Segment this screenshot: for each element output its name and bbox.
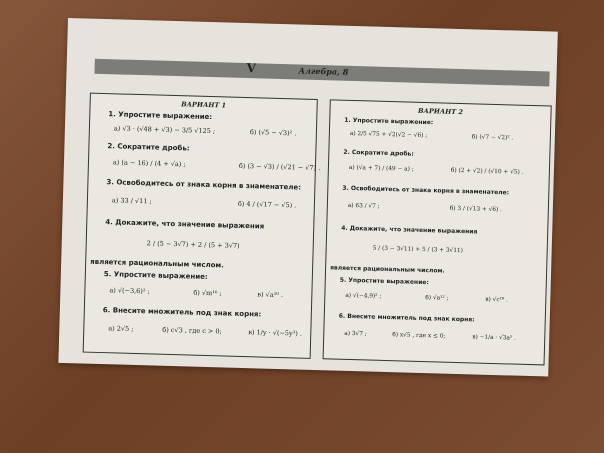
v1-task5-label: 5. Упростите выражение: [103,270,208,281]
v2-task4-label: 4. Докажите, что значение выражения [341,224,478,236]
v1-task3-b: б) 4 / (√17 − √5) . [237,199,297,210]
v1-task4-label: 4. Докажите, что значение выражения [105,218,265,231]
v2-task5-b: б) √a¹² ; [425,295,449,302]
v2-task3-b: б) 3 / (√13 + √6) . [449,205,503,214]
v2-task5-label: 5. Упростите выражение: [339,276,429,287]
v2-task4-expr: 5 / (3 − 3√11) + 5 / (3 + 3√11) [372,245,463,255]
v1-task6-b: б) c√3 , где c > 0; [162,325,222,336]
header-check-mark: V [246,61,257,76]
v2-task3-a: а) 63 / √7 ; [347,202,380,210]
v2-task4-tail: является рациональным числом. [330,264,445,275]
v1-task1-b: б) (√5 − √3)² . [249,128,297,138]
v2-task2-a: а) (√a + 7) / (49 − a) ; [348,164,414,173]
v2-task2-label: 2. Сократите дробь: [343,148,414,158]
variant-2-box [323,99,552,365]
v2-task5-a: а) √(−4,9)² ; [345,292,382,300]
v2-task5-c: в) √c¹⁸ . [485,296,509,304]
v1-task6-label: 6. Внесите множитель под знак корня: [102,306,262,319]
v2-task1-a: а) 2/5 √75 + √2(√2 − √6) ; [349,130,428,140]
v1-task3-a: а) 33 / √11 ; [111,196,152,206]
v1-task3-label: 3. Освободитесь от знака корня в знаменателе: [106,178,302,192]
v1-task2-a: а) (a − 16) / (4 + √a) ; [112,158,186,169]
variant-1-box [83,93,321,359]
v2-task1-b: б) (√7 − √2)² . [471,134,514,142]
v2-task2-b: б) (2 + √2) / (√10 + √5) . [450,167,524,176]
v2-task6-label: 6. Внесите множитель под знак корня: [338,312,475,324]
v2-task6-a: а) 3√7 ; [344,330,367,338]
v1-task5-b: б) √m¹⁶ ; [193,288,222,298]
v1-task4-tail: является рациональным числом. [90,257,224,270]
v2-task6-b: б) x√5 , где x ≤ 0; [392,332,446,340]
v1-task6-c: в) 1/y · √(−5y³) . [248,328,303,338]
v1-task2-b: б) (3 − √3) / (√21 − √7) . [238,161,321,173]
v2-task1-label: 1. Упростите выражение: [344,116,434,127]
v1-task5-a: а) √(−3,6)² ; [109,286,150,296]
page-title: Алгебра, 8 [298,65,349,77]
v1-task1-label: 1. Упростите выражение: [108,110,213,122]
worksheet-paper [58,18,557,377]
v2-task3-label: 3. Освободитесь от знака корня в знаменателе: [342,184,510,197]
v2-task6-c: в) −1/a · √3a⁵ . [472,334,517,342]
v1-task6-a: а) 2√5 ; [108,324,134,333]
v1-task1-a: а) √3 · (√48 + √3) − 3/5 √125 ; [113,124,216,136]
variant-1-title: ВАРИАНТ 1 [181,100,227,110]
v1-task5-c: в) √a¹⁰ . [257,290,284,300]
v1-task2-label: 2. Сократите дробь: [107,142,190,153]
variant-2-title: ВАРИАНТ 2 [417,106,464,117]
v1-task4-expr: 2 / (5 − 3√7) + 2 / (5 + 3√7) [146,239,240,250]
